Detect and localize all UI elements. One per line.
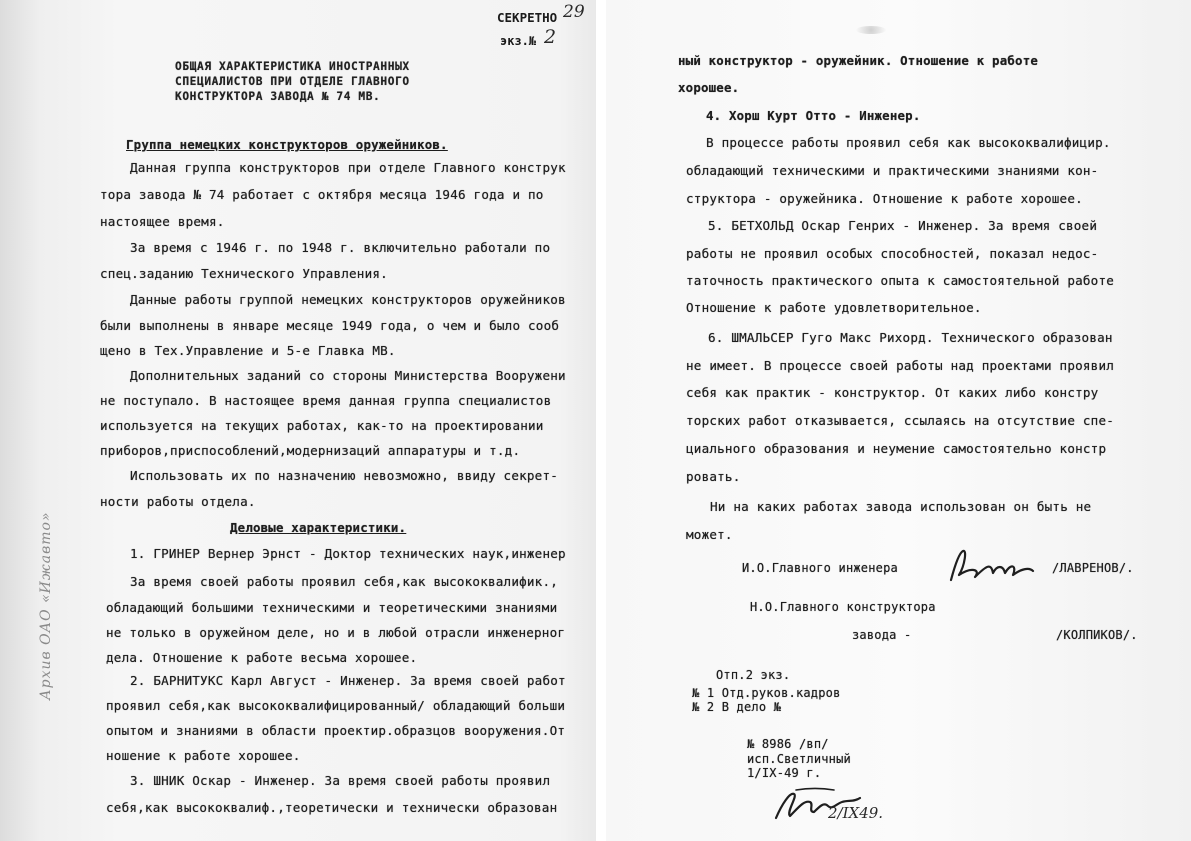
body-line: не имеет. В процессе своей работы над проектами проявил — [686, 358, 1115, 373]
body-line: может. — [686, 527, 733, 542]
body-line: используется на текущих работах, как-то на проектировании — [100, 418, 544, 433]
group-heading: Группа немецких конструкторов оружейников. — [126, 137, 448, 152]
body-line: щено в Тех.Управление и 5-е Главка МВ. — [100, 343, 396, 358]
lavrenov-name: /ЛАВРЕНОВ/. — [1052, 561, 1134, 575]
body-line: Дополнительных заданий со стороны Министерства Вооружени — [130, 368, 566, 383]
person-6-heading: 6. ШМАЛЬСЕР Гуго Макс Рихорд. Технического образован — [708, 330, 1113, 345]
body-line: В процессе работы проявил себя как высококвалифицир. — [706, 135, 1111, 150]
body-line: циального образования и неумение самостоятельно констр — [686, 441, 1107, 456]
document-title-line-1: ОБЩАЯ ХАРАКТЕРИСТИКА ИНОСТРАННЫХ — [175, 60, 410, 73]
stamp-handwritten-number: 29 — [563, 2, 585, 22]
secret-stamp: СЕКРЕТНО — [497, 10, 558, 25]
body-line: не поступало. В настоящее время данная группа специалистов — [100, 393, 552, 408]
distribution-line: № 2 В дело № — [692, 700, 782, 714]
characteristic-line: себя,как высококвалиф.,теоретически и технически образован — [106, 800, 558, 815]
distribution-line: Отп.2 экз. — [716, 668, 791, 682]
copy-label: экз.№ — [500, 34, 537, 48]
characteristic-line: обладающий большими техническими и теоретическими знаниями — [106, 600, 558, 615]
body-line: спец.заданию Технического Управления. — [100, 266, 388, 281]
characteristic-line: За время своей работы проявил себя,как высококвалифик., — [130, 574, 559, 589]
characteristic-line: 3. ШНИК Оскар - Инженер. За время своей работы проявил — [130, 773, 551, 788]
body-line: ровать. — [686, 469, 741, 484]
kolpikov-name: /КОЛПИКОВ/. — [1056, 628, 1138, 642]
characteristic-line: опытом и знаниями в области проектир.образцов вооружения.От — [106, 723, 566, 738]
body-line: ности работы отдела. — [100, 494, 256, 509]
characteristic-line: дела. Отношение к работе весьма хорошее. — [106, 650, 418, 665]
body-line: Данные работы группой немецких конструкторов оружейников — [130, 292, 566, 307]
body-line: приборов,приспособлений,модернизаций аппаратуры и т.д. — [100, 443, 521, 458]
body-line: хорошее. — [678, 80, 740, 95]
body-line: ный конструктор - оружейник. Отношение к работе — [678, 53, 1039, 68]
body-line: Отношение к работе удовлетворительное. — [686, 300, 982, 315]
characteristic-line: 1. ГРИНЕР Вернер Эрнст - Доктор технических наук,инженер — [130, 546, 566, 561]
plant-label: завода - — [852, 628, 912, 642]
body-line: тора завода № 74 работает с октября месяца 1946 года и по — [100, 187, 544, 202]
chief-engineer-label: И.О.Главного инженера — [742, 561, 898, 575]
body-line: Данная группа конструкторов при отделе Главного конструк — [130, 160, 566, 175]
characteristic-line: не только в оружейном деле, но и в любой отрасли инженерног — [106, 625, 566, 640]
document-title-line-3: КОНСТРУКТОРА ЗАВОДА № 74 МВ. — [175, 90, 381, 103]
chief-designer-label: Н.О.Главного конструктора — [750, 600, 936, 614]
body-line: работы не проявил особых способностей, показал недос- — [686, 246, 1099, 261]
body-line: обладающий техническими и практическими знаниями кон- — [686, 163, 1099, 178]
body-line: Использовать их по назначению невозможно, ввиду секрет- — [130, 468, 559, 483]
registry-line: № 8986 /вп/ — [747, 737, 829, 751]
body-line: себя как практик - конструктор. От каких либо констру — [686, 385, 1099, 400]
chief-engineer-signature — [941, 545, 1036, 587]
body-line: структора - оружейника. Отношение к работе хорошее. — [686, 191, 1083, 206]
scan-smudge — [856, 26, 886, 34]
distribution-line: № 1 Отд.руков.кадров — [692, 686, 841, 700]
person-4-heading: 4. Хорш Курт Отто - Инженер. — [706, 108, 921, 123]
body-line: были выполнены в январе месяце 1949 года, о чем и было сооб — [100, 318, 560, 333]
document-title-line-2: СПЕЦИАЛИСТОВ ПРИ ОТДЕЛЕ ГЛАВНОГО — [175, 75, 410, 88]
person-5-heading: 5. БЕТХОЛЬД Оскар Генрих - Инженер. За время своей — [708, 218, 1098, 233]
handwritten-date: 2/IX49. — [828, 804, 884, 822]
body-line: настоящее время. — [100, 214, 225, 229]
body-line: За время с 1946 г. по 1948 г. включительно работали по — [130, 240, 551, 255]
body-line: торских работ отказывается, ссылаясь на отсутствие спе- — [686, 413, 1115, 428]
page-gutter — [596, 0, 606, 841]
registry-line: исп.Светличный — [747, 752, 851, 766]
characteristic-line: проявил себя,как высококвалифицированный/ обладающий больши — [106, 698, 566, 713]
section-heading: Деловые характеристики. — [230, 520, 407, 535]
registry-line: 1/IX-49 г. — [747, 766, 822, 780]
characteristic-line: ношение к работе хорошее. — [106, 748, 301, 763]
copy-handwritten-number: 2 — [544, 26, 557, 48]
characteristic-line: 2. БАРНИТУКС Карл Август - Инженер. За время своей работ — [130, 673, 566, 688]
body-line: Ни на каких работах завода использован он быть не — [710, 499, 1092, 514]
archive-mark: Архив ОАО «Ижавто» — [38, 511, 54, 700]
right-document-page — [606, 0, 1191, 841]
body-line: таточность практического опыта к самостоятельной работе — [686, 273, 1115, 288]
